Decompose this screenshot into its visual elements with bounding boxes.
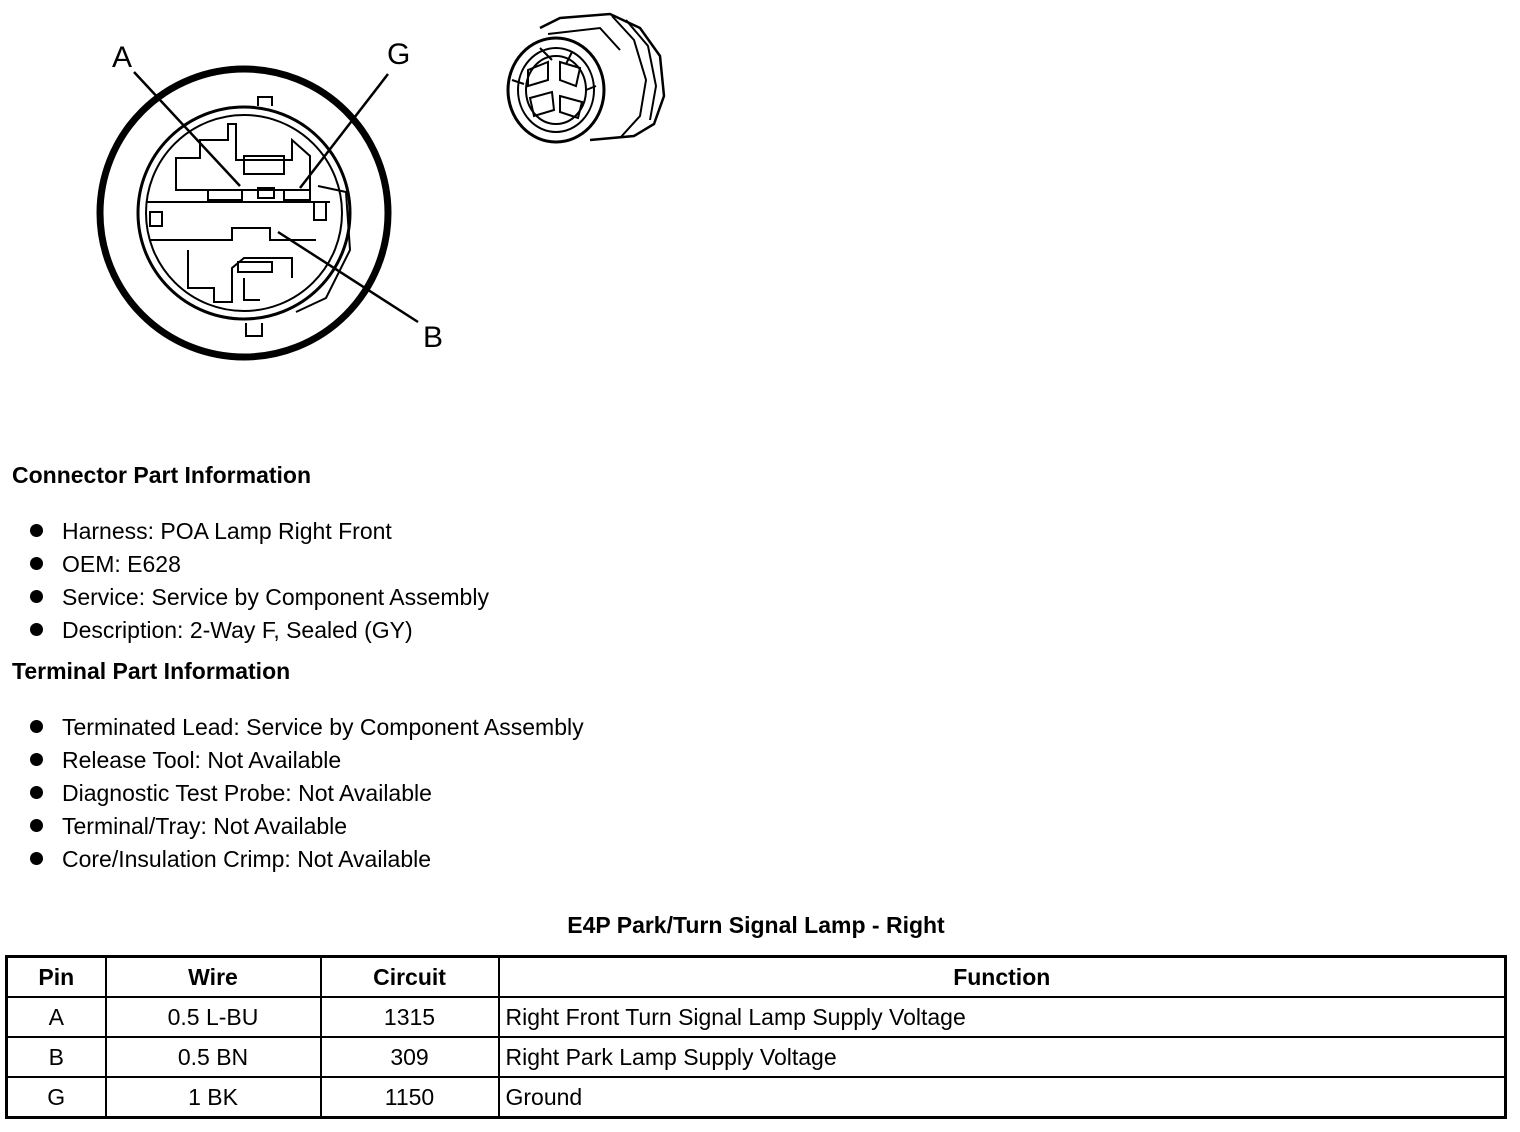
cell-wire: 0.5 BN [106,1037,321,1077]
bullet-icon [30,720,43,733]
terminal-info-heading: Terminal Part Information [12,658,291,684]
list-item-text: Terminal/Tray: Not Available [62,812,348,839]
cell-function: Right Park Lamp Supply Voltage [499,1037,1506,1077]
column-header-pin: Pin [7,957,106,998]
cell-circuit: 1150 [321,1077,499,1118]
cell-function: Ground [499,1077,1506,1118]
list-item-text: Terminated Lead: Service by Component Assembly [62,713,584,740]
bullet-icon [30,557,43,570]
connector-perspective-view [508,14,664,142]
bullet-icon [30,819,43,832]
list-item [30,776,584,809]
terminal-info-list [30,710,584,875]
bullet-icon [30,786,43,799]
column-header-wire: Wire [106,957,321,998]
connector-face-view [100,69,388,357]
table-title: E4P Park/Turn Signal Lamp - Right [567,912,945,938]
cell-pin: B [7,1037,106,1077]
list-item [30,514,489,547]
cell-wire: 1 BK [106,1077,321,1118]
pin-label-g: G [387,38,411,71]
list-item [30,580,489,613]
list-item [30,710,584,743]
pin-label-a: A [112,41,133,74]
list-item [30,809,584,842]
table-row [7,1037,1506,1077]
bullet-icon [30,590,43,603]
bullet-icon [30,623,43,636]
table-row [7,997,1506,1037]
cell-wire: 0.5 L-BU [106,997,321,1037]
list-item-text: Service: Service by Component Assembly [62,583,489,610]
cell-function: Right Front Turn Signal Lamp Supply Voltage [499,997,1506,1037]
connector-info-list [30,514,489,646]
cell-circuit: 1315 [321,997,499,1037]
connector-info-heading: Connector Part Information [12,462,312,488]
list-item [30,743,584,776]
list-item-text: Core/Insulation Crimp: Not Available [62,845,432,872]
cell-pin: G [7,1077,106,1118]
connector-diagram [0,0,700,400]
pin-label-b: B [423,321,444,354]
table-row [7,1077,1506,1118]
list-item [30,842,584,875]
list-item [30,613,489,646]
column-header-circuit: Circuit [321,957,499,998]
table-header-row [7,957,1506,998]
bullet-icon [30,852,43,865]
pin-table [5,955,1507,1119]
bullet-icon [30,753,43,766]
cell-circuit: 309 [321,1037,499,1077]
column-header-function: Function [499,957,1506,998]
list-item-text: Diagnostic Test Probe: Not Available [62,779,432,806]
list-item-text: Release Tool: Not Available [62,746,342,773]
bullet-icon [30,524,43,537]
cell-pin: A [7,997,106,1037]
list-item [30,547,489,580]
list-item-text: OEM: E628 [62,550,181,577]
list-item-text: Description: 2-Way F, Sealed (GY) [62,616,413,643]
list-item-text: Harness: POA Lamp Right Front [62,517,392,544]
